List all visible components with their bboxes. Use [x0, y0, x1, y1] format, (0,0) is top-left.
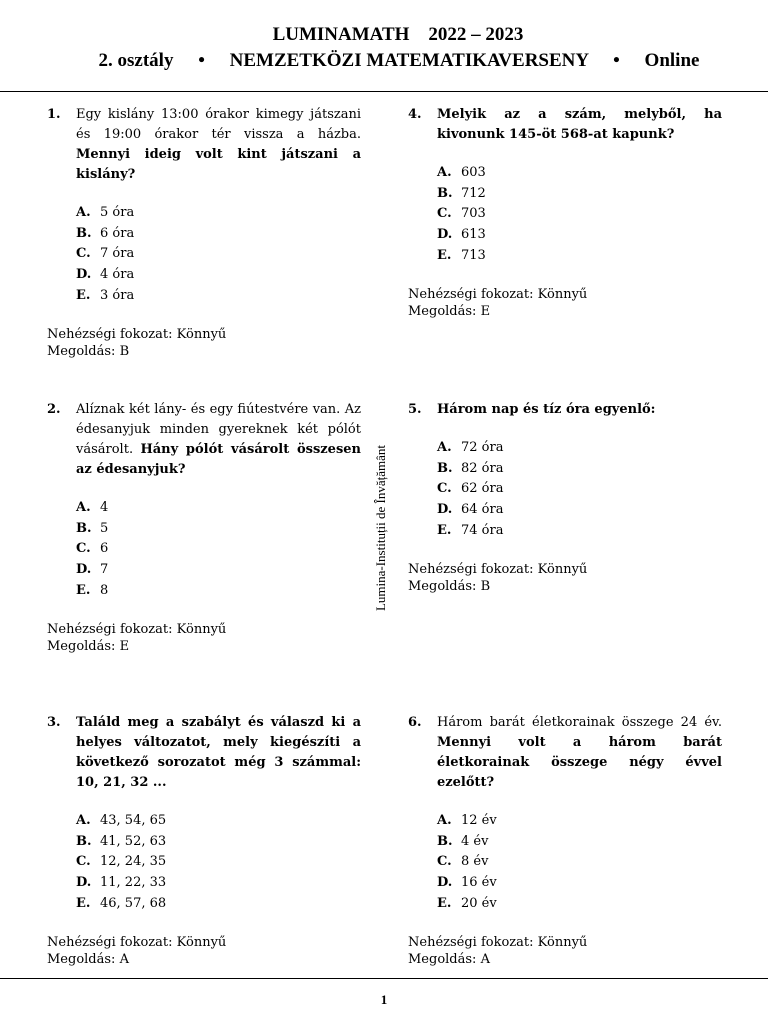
header-brand: LUMINAMATH: [272, 24, 410, 45]
question-prompt: Melyik az a szám, melyből, ha kivonunk 145-öt 568-at kapunk?: [437, 107, 722, 142]
answer-option: [437, 852, 722, 873]
option-letter: A.: [76, 813, 91, 828]
option-letter: E.: [76, 287, 91, 303]
question-prompt: Mennyi volt a három barát életkorainak összege négy évvel ezelőtt?: [437, 735, 722, 790]
question-stem: [408, 713, 722, 793]
answer-option: [437, 811, 722, 832]
option-letter: C.: [76, 854, 91, 870]
header-competition: NEMZETKÖZI MATEMATIKAVERSENY: [229, 50, 589, 71]
option-text: 72 óra: [461, 440, 504, 455]
question-number: 5.: [408, 402, 422, 417]
solution-label: Megoldás:: [408, 304, 477, 320]
question-number: 1.: [47, 107, 61, 122]
page-number: 1: [380, 992, 388, 1007]
option-text: 41, 52, 63: [100, 833, 167, 849]
option-text: 3 óra: [100, 287, 135, 303]
answer-option: [76, 519, 361, 540]
answer-options: [408, 811, 722, 914]
answer-option: [437, 204, 722, 225]
answer-option: [76, 244, 361, 265]
option-text: 5 óra: [100, 205, 135, 220]
option-text: 613: [461, 227, 486, 243]
option-letter: B.: [76, 520, 92, 536]
option-letter: A.: [437, 165, 452, 180]
option-letter: B.: [437, 833, 453, 849]
answer-option: [76, 873, 361, 894]
answer-option: [76, 832, 361, 853]
option-text: 43, 54, 65: [100, 813, 167, 828]
header-bullet: •: [613, 50, 620, 71]
option-letter: E.: [437, 247, 452, 263]
option-text: 7: [100, 562, 109, 578]
option-letter: D.: [76, 875, 92, 891]
option-letter: B.: [76, 833, 92, 849]
question-prompt: Három nap és tíz óra egyenlő:: [437, 402, 656, 417]
answer-option: [76, 581, 361, 602]
question-number: 4.: [408, 107, 422, 122]
header-mode: Online: [644, 50, 700, 71]
answer-option: [437, 894, 722, 915]
answer-option: [437, 832, 722, 853]
option-letter: D.: [76, 267, 92, 283]
solution-value: E: [119, 639, 130, 655]
answer-option: [76, 811, 361, 832]
question-text: Három barát életkorainak összege 24 év.: [437, 715, 722, 730]
answer-option: [437, 521, 722, 542]
difficulty-label: Nehézségi fokozat:: [47, 622, 173, 638]
option-text: 7 óra: [100, 246, 135, 262]
question-text: Egy kislány 13:00 órakor kimegy játszani és 19:00 órakor tér vissza a házba.: [76, 107, 361, 142]
option-text: 20 év: [461, 895, 497, 911]
option-text: 64 óra: [461, 502, 504, 518]
answer-option: [76, 539, 361, 560]
answer-option: [76, 560, 361, 581]
question-meta: [408, 561, 722, 595]
question-stem: [47, 713, 361, 793]
solution-label: Megoldás:: [47, 952, 116, 968]
option-letter: D.: [76, 562, 92, 578]
question-2: [47, 400, 361, 655]
answer-option: [76, 265, 361, 286]
page-header: [0, 22, 768, 74]
option-letter: E.: [437, 895, 452, 911]
option-letter: C.: [437, 854, 452, 870]
option-text: 62 óra: [461, 481, 504, 497]
solution-label: Megoldás:: [408, 579, 477, 595]
header-school-year: 2022 – 2023: [428, 24, 524, 45]
option-text: 6 óra: [100, 225, 135, 241]
question-number: 2.: [47, 402, 61, 417]
option-text: 4 év: [461, 833, 489, 849]
header-bullet: •: [198, 50, 205, 71]
option-text: 12, 24, 35: [100, 854, 167, 870]
solution-label: Megoldás:: [408, 952, 477, 968]
question-6: [408, 713, 722, 968]
question-meta: [408, 286, 722, 320]
answer-option: [437, 246, 722, 267]
answer-option: [437, 184, 722, 205]
answer-option: [437, 163, 722, 184]
option-text: 4: [100, 500, 109, 515]
option-text: 603: [461, 165, 486, 180]
solution-label: Megoldás:: [47, 344, 116, 360]
answer-option: [437, 225, 722, 246]
option-letter: E.: [76, 895, 91, 911]
question-prompt: Mennyi ideig volt kint játszani a kislány?: [76, 147, 361, 182]
answer-option: [437, 500, 722, 521]
option-letter: A.: [437, 440, 452, 455]
option-letter: E.: [76, 582, 91, 598]
option-text: 5: [100, 520, 109, 536]
solution-value: B: [480, 579, 491, 595]
option-text: 703: [461, 206, 486, 222]
answer-options: [47, 203, 361, 306]
solution-label: Megoldás:: [47, 639, 116, 655]
difficulty-value: Könnyű: [537, 287, 588, 303]
vertical-watermark: Lumina-Instituții de Învățământ: [373, 444, 388, 612]
option-letter: E.: [437, 522, 452, 538]
option-text: 16 év: [461, 875, 497, 891]
solution-value: E: [480, 304, 491, 320]
question-text: Alíznak két lány- és egy fiútestvére van. Az édesanyjuk minden gyereknek két pólót vásárolt.: [76, 402, 361, 457]
option-letter: D.: [437, 502, 453, 518]
answer-option: [437, 459, 722, 480]
solution-value: A: [119, 952, 129, 968]
option-letter: B.: [437, 460, 453, 476]
answer-options: [47, 498, 361, 601]
question-prompt: Hány pólót vásárolt összesen az édesanyjuk?: [76, 442, 361, 477]
difficulty-label: Nehézségi fokozat:: [408, 562, 534, 578]
option-text: 4 óra: [100, 267, 135, 283]
question-meta: [47, 934, 361, 968]
option-letter: D.: [437, 227, 453, 243]
question-stem: [408, 400, 722, 420]
option-text: 8 év: [461, 854, 489, 870]
answer-option: [437, 438, 722, 459]
difficulty-label: Nehézségi fokozat:: [47, 327, 173, 343]
answer-option: [76, 203, 361, 224]
question-stem: [408, 105, 722, 145]
difficulty-value: Könnyű: [537, 935, 588, 951]
option-letter: C.: [76, 541, 91, 557]
answer-options: [47, 811, 361, 914]
option-letter: C.: [76, 246, 91, 262]
difficulty-value: Könnyű: [176, 622, 227, 638]
question-1: [47, 105, 361, 360]
difficulty-value: Könnyű: [537, 562, 588, 578]
header-subtitle-row: [0, 48, 768, 74]
question-prompt: Találd meg a szabályt és válaszd ki a helyes változatot, mely kiegészíti a következő sorozatot még 3 számmal: 10, 21, 32 ...: [76, 715, 361, 790]
option-letter: C.: [437, 481, 452, 497]
option-letter: B.: [76, 225, 92, 241]
question-4: [408, 105, 722, 320]
header-title-row: [0, 22, 768, 48]
option-text: 8: [100, 582, 109, 598]
answer-option: [437, 873, 722, 894]
question-number: 6.: [408, 715, 422, 730]
answer-option: [76, 498, 361, 519]
difficulty-value: Könnyű: [176, 327, 227, 343]
option-letter: A.: [76, 205, 91, 220]
option-text: 46, 57, 68: [100, 895, 167, 911]
option-text: 712: [461, 185, 486, 201]
answer-option: [76, 224, 361, 245]
option-text: 713: [461, 247, 486, 263]
option-letter: D.: [437, 875, 453, 891]
footer-divider: [0, 978, 768, 979]
option-text: 74 óra: [461, 522, 504, 538]
question-stem: [47, 400, 361, 480]
question-5: [408, 400, 722, 595]
option-text: 82 óra: [461, 460, 504, 476]
answer-option: [76, 852, 361, 873]
difficulty-label: Nehézségi fokozat:: [408, 935, 534, 951]
header-divider: [0, 91, 768, 92]
answer-option: [76, 894, 361, 915]
solution-value: A: [480, 952, 490, 968]
option-letter: C.: [437, 206, 452, 222]
answer-options: [408, 438, 722, 541]
difficulty-label: Nehézségi fokozat:: [408, 287, 534, 303]
question-3: [47, 713, 361, 968]
header-grade: 2. osztály: [98, 50, 174, 71]
answer-option: [76, 286, 361, 307]
answer-options: [408, 163, 722, 266]
question-stem: [47, 105, 361, 185]
option-letter: B.: [437, 185, 453, 201]
question-meta: [47, 621, 361, 655]
option-letter: A.: [76, 500, 91, 515]
question-number: 3.: [47, 715, 61, 730]
option-text: 6: [100, 541, 109, 557]
option-letter: A.: [437, 813, 452, 828]
solution-value: B: [119, 344, 130, 360]
answer-option: [437, 479, 722, 500]
question-meta: [47, 326, 361, 360]
question-meta: [408, 934, 722, 968]
option-text: 11, 22, 33: [100, 875, 167, 891]
difficulty-value: Könnyű: [176, 935, 227, 951]
difficulty-label: Nehézségi fokozat:: [47, 935, 173, 951]
option-text: 12 év: [461, 813, 497, 828]
